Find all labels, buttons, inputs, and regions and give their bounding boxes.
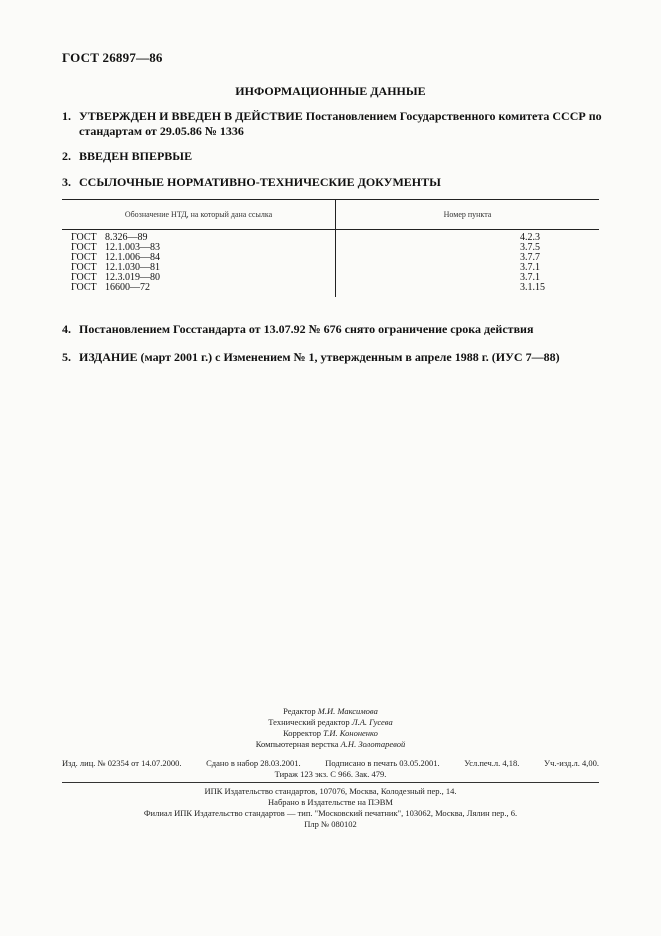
publication-details — [62, 758, 599, 769]
doc-number: 12.1.003—83 — [105, 242, 160, 253]
section-1 — [62, 109, 607, 139]
staff-line — [0, 706, 661, 717]
license-info: Изд. лиц. № 02354 от 14.07.2000. — [62, 758, 182, 768]
section-2 — [62, 149, 607, 164]
section-label: ССЫЛОЧНЫЕ НОРМАТИВНО-ТЕХНИЧЕСКИЕ ДОКУМЕНТЫ — [79, 175, 441, 189]
doc-number: 12.1.030—81 — [105, 262, 160, 273]
section-number: 2. — [62, 149, 71, 163]
editorial-staff — [0, 706, 661, 750]
staff-role: Компьютерная верстка — [255, 739, 339, 749]
section-label: ИЗДАНИЕ — [79, 350, 138, 364]
table-row — [62, 283, 599, 297]
doc-prefix: ГОСТ — [71, 252, 97, 263]
doc-number: 8.326—89 — [105, 232, 148, 243]
section-label: ВВЕДЕН ВПЕРВЫЕ — [79, 149, 193, 163]
imprint-line: Плр № 080102 — [304, 819, 357, 829]
table-header-row — [62, 200, 599, 230]
item-cell: 4.2.3 — [520, 232, 540, 243]
section-label: УТВЕРЖДЕН И ВВЕДЕН В ДЕЙСТВИЕ — [79, 109, 303, 123]
item-cell: 3.1.15 — [520, 282, 545, 293]
column-header-document: Обозначение НТД, на который дана ссылка — [62, 200, 336, 230]
standard-code: ГОСТ 26897—86 — [62, 50, 163, 65]
imprint-line: Набрано в Издательстве на ПЭВМ — [268, 797, 393, 807]
staff-name: А.Н. Золотаревой — [340, 739, 406, 749]
print-run: Тираж 123 экз. С 966. Зак. 479. — [274, 769, 387, 779]
staff-role: Редактор — [283, 706, 316, 716]
section-5 — [62, 350, 607, 365]
section-text: (март 2001 г.) с Изменением № 1, утвержденным в апреле 1988 г. (ИУС 7—88) — [140, 350, 560, 364]
section-number: 4. — [62, 322, 71, 336]
section-text: Постановлением Государственного комитета СССР по — [305, 109, 602, 123]
imprint — [0, 786, 661, 830]
doc-number: 12.3.019—80 — [105, 272, 160, 283]
document-cell — [62, 283, 336, 297]
imprint-line: ИПК Издательство стандартов, 107076, Москва, Колодезный пер., 14. — [204, 786, 457, 796]
doc-prefix: ГОСТ — [71, 282, 97, 293]
column-header-item: Номер пункта — [336, 200, 600, 230]
doc-prefix: ГОСТ — [71, 272, 97, 283]
doc-prefix: ГОСТ — [71, 232, 97, 243]
doc-prefix: ГОСТ — [71, 262, 97, 273]
staff-name: Т.И. Кононенко — [323, 728, 378, 738]
doc-number: 16600—72 — [105, 282, 150, 293]
section-number: 3. — [62, 175, 71, 189]
section-number: 5. — [62, 350, 71, 364]
item-cell: 3.7.7 — [520, 252, 540, 263]
document-cell — [62, 263, 336, 273]
item-cell: 3.7.1 — [520, 262, 540, 273]
staff-name: М.И. Максимова — [317, 706, 378, 716]
section-3 — [62, 175, 607, 190]
imprint-line: Филиал ИПК Издательство стандартов — тип. "Московский печатник", 103062, Москва, Лялин пер., 6. — [143, 808, 518, 818]
staff-line — [0, 728, 661, 739]
item-cell: 3.7.1 — [520, 272, 540, 283]
item-cell: 3.7.5 — [520, 242, 540, 253]
typeset-date: Сдано в набор 28.03.2001. — [206, 758, 301, 768]
signed-date: Подписано в печать 03.05.2001. — [325, 758, 440, 768]
references-table — [62, 199, 599, 297]
print-sheets: Усл.печ.л. 4,18. — [464, 758, 520, 768]
section-number: 1. — [62, 109, 71, 123]
section-text-continued: стандартам от 29.05.86 № 1336 — [79, 124, 244, 138]
page-title: ИНФОРМАЦИОННЫЕ ДАННЫЕ — [235, 84, 426, 98]
document-cell — [62, 230, 336, 244]
doc-number: 12.1.006—84 — [105, 252, 160, 263]
doc-prefix: ГОСТ — [71, 242, 97, 253]
staff-role: Технический редактор — [268, 717, 350, 727]
document-cell — [62, 243, 336, 253]
staff-line — [0, 739, 661, 750]
document-cell — [62, 253, 336, 263]
section-4 — [62, 322, 607, 337]
divider — [62, 782, 599, 783]
table-row — [62, 230, 599, 244]
section-text: Постановлением Госстандарта от 13.07.92 № 676 снято ограничение срока действия — [79, 322, 534, 336]
staff-line — [0, 717, 661, 728]
publisher-sheets: Уч.-изд.л. 4,00. — [544, 758, 599, 768]
document-cell — [62, 273, 336, 283]
staff-name: Л.А. Гусева — [351, 717, 393, 727]
staff-role: Корректор — [283, 728, 321, 738]
